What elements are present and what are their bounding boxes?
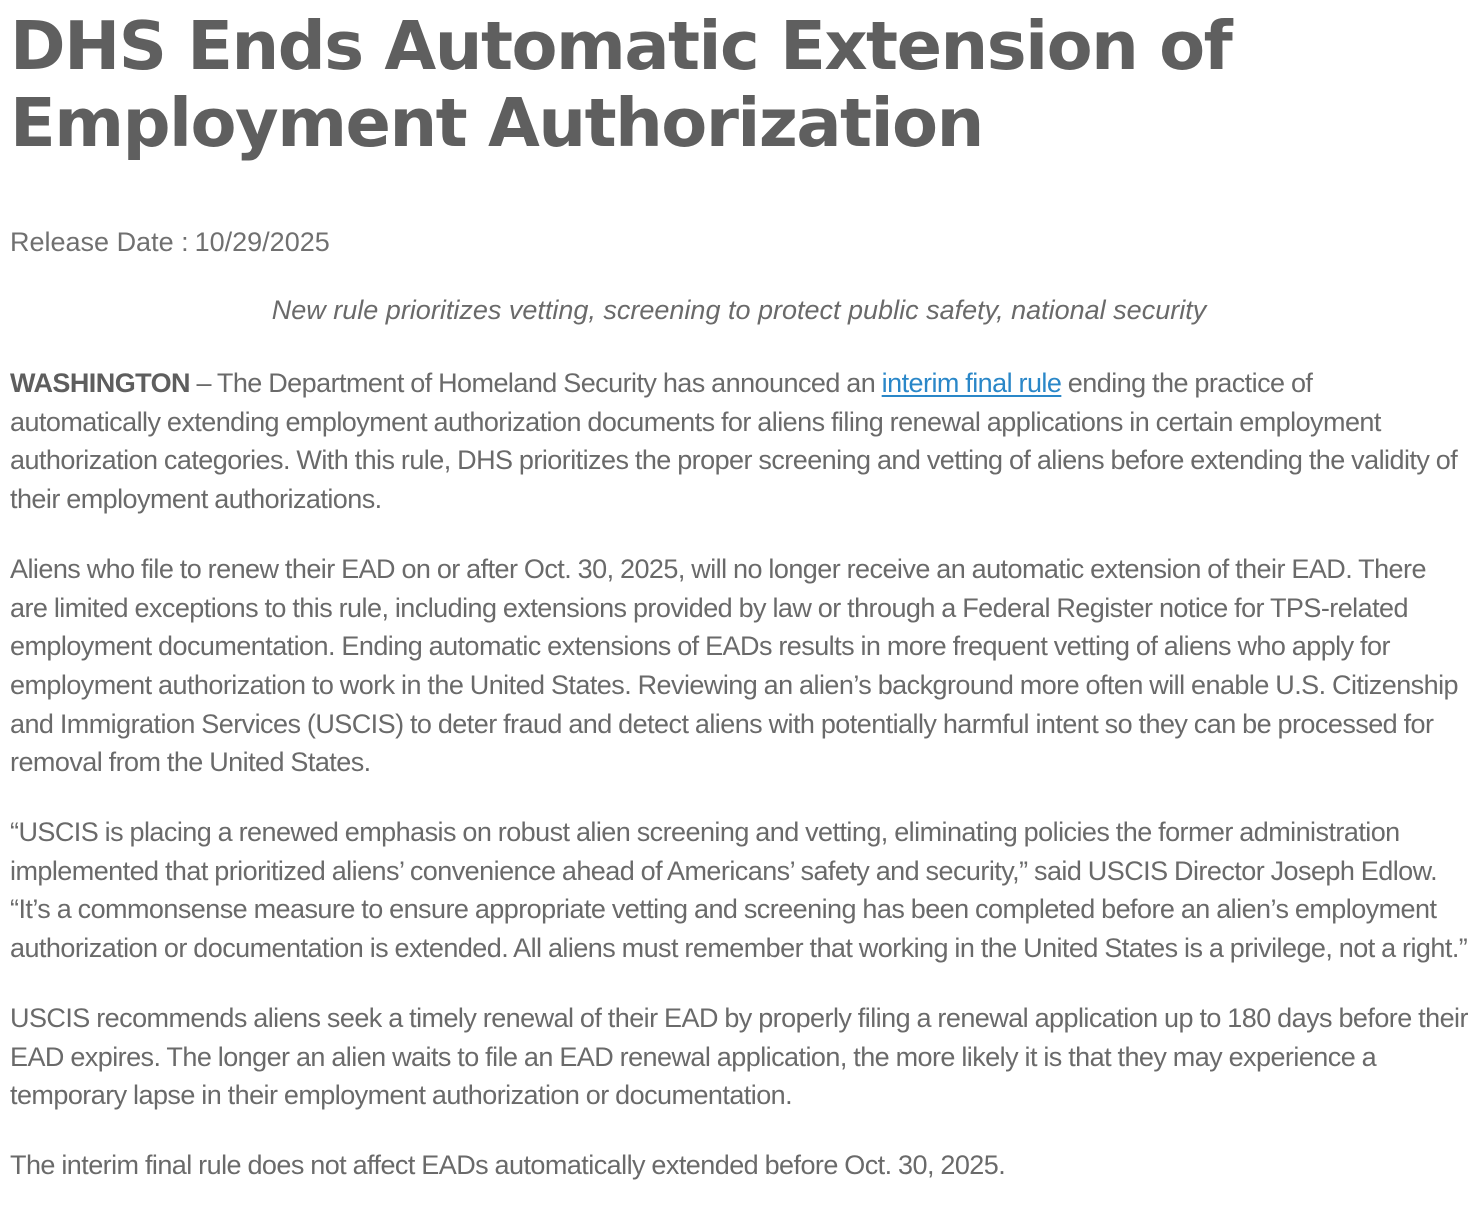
paragraph-1-rest: ending the practice of automatically extending employment authorization documents for aliens filing renewal applications in certain employment authorization categories. With this rule, DHS prioritizes the proper screening and vetting of aliens before extending the validity of their employment authorizations.: [10, 368, 1458, 515]
page-title: DHS Ends Automatic Extension of Employment Authorization: [10, 7, 1232, 162]
paragraph-5: The interim final rule does not affect EADs automatically extended before Oct. 30, 2025.: [10, 1149, 1006, 1180]
release-date-label: Release Date :: [10, 227, 189, 257]
paragraph-2: Aliens who file to renew their EAD on or after Oct. 30, 2025, will no longer receive an automatic extension of their EAD. There are limited exceptions to this rule, including extensions provided by law or through a Federal Register notice for TPS-related employment documentation. Ending automatic extensions of EADs results in more frequent vetting of aliens who apply for employment authorization to work in the United States. Reviewing an alien’s background more often will enable U.S. Citizenship and Immigration Services (USCIS) to deter fraud and detect aliens with potentially harmful intent so they can be processed for removal from the United States.: [10, 553, 1459, 778]
paragraph-4: USCIS recommends aliens seek a timely renewal of their EAD by properly filing a renewal application up to 180 days before their EAD expires. The longer an alien waits to file an EAD renewal application, the more likely it is that they may experience a temporary lapse in their employment authorization or documentation.: [10, 1002, 1468, 1111]
paragraph-3-quote: “USCIS is placing a renewed emphasis on robust alien screening and vetting, eliminating policies the former administration implemented that prioritized aliens’ convenience ahead of Americans’ safety and security,” said USCIS Director Joseph Edlow. “It’s a commonsense measure to ensure appropriate vetting and screening has been completed before an alien’s employment authorization or documentation is extended. All aliens must remember that working in the United States is a privilege, not a right.”: [10, 817, 1468, 964]
dateline: WASHINGTON: [10, 368, 191, 398]
interim-final-rule-link[interactable]: interim final rule: [881, 368, 1062, 398]
paragraph-1: [10, 364, 1468, 519]
release-date-value: 10/29/2025: [194, 227, 330, 257]
paragraph-1-lead: – The Department of Homeland Security has announced an: [190, 368, 882, 398]
article-subtitle: New rule prioritizes vetting, screening to protect public safety, national security: [271, 295, 1207, 325]
release-date-line: [10, 225, 1458, 259]
